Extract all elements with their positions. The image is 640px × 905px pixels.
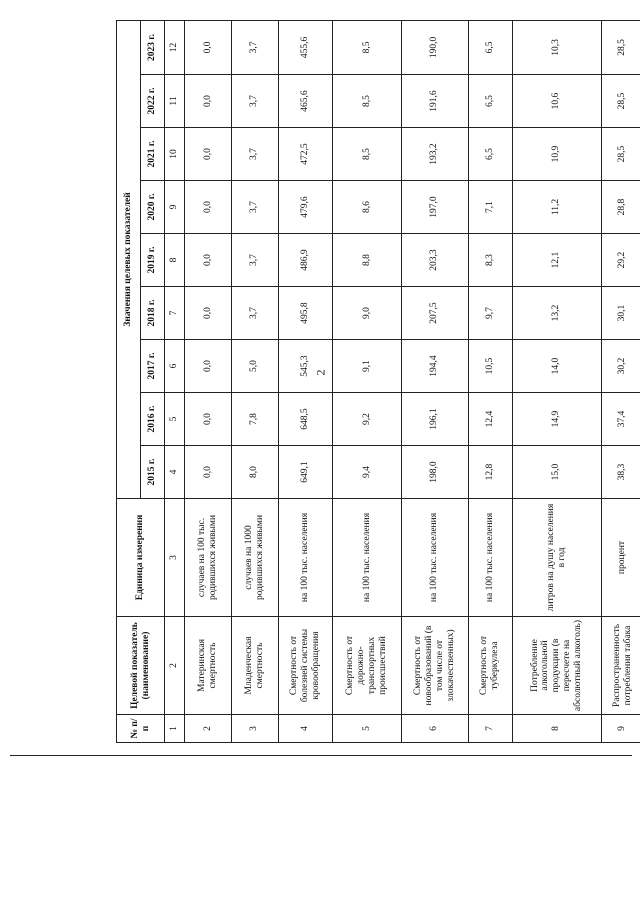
value-cell: 479,6	[278, 181, 332, 234]
unit-cell: на 100 тыс. населения	[333, 499, 402, 617]
unit-cell: случаев на 100 тыс. родившихся живыми	[185, 499, 232, 617]
header-year: 2015 г.	[141, 446, 165, 499]
row-num: 9	[602, 715, 640, 743]
value-cell: 28,8	[602, 181, 640, 234]
value-cell: 207,5	[401, 287, 468, 340]
value-cell: 37,4	[602, 393, 640, 446]
value-cell: 10,5	[468, 340, 512, 393]
unit-cell: процент	[602, 499, 640, 617]
value-cell: 9,1	[333, 340, 402, 393]
header-year: 2019 г.	[141, 234, 165, 287]
row-num: 4	[278, 715, 332, 743]
value-cell: 8,5	[333, 20, 402, 74]
value-cell: 38,3	[602, 446, 640, 499]
value-cell: 3,7	[231, 287, 278, 340]
value-cell: 10,6	[512, 75, 602, 128]
value-cell: 29,2	[602, 234, 640, 287]
value-cell: 8,3	[468, 234, 512, 287]
value-cell: 0,0	[185, 287, 232, 340]
value-cell: 8,6	[333, 181, 402, 234]
table-row	[231, 20, 278, 742]
value-cell: 3,7	[231, 128, 278, 181]
rotated-table-container	[116, 21, 640, 743]
value-cell: 3,7	[231, 181, 278, 234]
value-cell: 9,2	[333, 393, 402, 446]
header-indicator: Целевой показатель (наименование)	[117, 617, 165, 715]
table-row	[185, 20, 232, 742]
value-cell: 12,8	[468, 446, 512, 499]
value-cell: 197,0	[401, 181, 468, 234]
unit-cell: на 100 тыс. населения	[278, 499, 332, 617]
unit-cell: литров на душу населения в год	[512, 499, 602, 617]
index-cell: 1	[165, 715, 185, 743]
index-cell: 7	[165, 287, 185, 340]
value-cell: 3,7	[231, 234, 278, 287]
table-body	[185, 20, 640, 742]
value-cell: 10,3	[512, 20, 602, 74]
table-row	[468, 20, 512, 742]
row-num: 5	[333, 715, 402, 743]
value-cell: 6,5	[468, 128, 512, 181]
index-cell: 11	[165, 75, 185, 128]
index-cell: 4	[165, 446, 185, 499]
value-cell: 11,2	[512, 181, 602, 234]
indicator-name: Материнская смертность	[185, 617, 232, 715]
value-cell: 12,1	[512, 234, 602, 287]
indicator-name: Смертность от дорожно-транспортных происшествий	[333, 617, 402, 715]
value-cell: 495,8	[278, 287, 332, 340]
header-year: 2020 г.	[141, 181, 165, 234]
value-cell: 198,0	[401, 446, 468, 499]
indicator-name: Смертность от туберкулеза	[468, 617, 512, 715]
indicator-name: Потребление алкогольной продукции (в пересчете на абсолютный алкоголь)	[512, 617, 602, 715]
value-cell: 3,7	[231, 20, 278, 74]
value-cell: 28,5	[602, 128, 640, 181]
value-cell: 8,8	[333, 234, 402, 287]
value-cell: 0,0	[185, 20, 232, 74]
value-cell: 5,0	[231, 340, 278, 393]
value-cell: 196,1	[401, 393, 468, 446]
value-cell: 12,4	[468, 393, 512, 446]
value-cell: 7,1	[468, 181, 512, 234]
value-cell: 15,0	[512, 446, 602, 499]
row-num: 2	[185, 715, 232, 743]
value-cell: 7,8	[231, 393, 278, 446]
value-cell: 9,4	[333, 446, 402, 499]
value-cell: 9,7	[468, 287, 512, 340]
value-cell: 191,6	[401, 75, 468, 128]
indicator-name: Смертность от болезней системы кровообращения	[278, 617, 332, 715]
value-cell: 28,5	[602, 75, 640, 128]
index-cell: 2	[165, 617, 185, 715]
horizontal-rule	[10, 755, 632, 756]
table-row	[278, 20, 332, 742]
value-cell: 648,5	[278, 393, 332, 446]
header-year: 2021 г.	[141, 128, 165, 181]
value-cell: 190,0	[401, 20, 468, 74]
row-num: 6	[401, 715, 468, 743]
index-cell: 3	[165, 499, 185, 617]
value-cell: 6,5	[468, 20, 512, 74]
unit-cell: на 100 тыс. населения	[468, 499, 512, 617]
value-cell: 0,0	[185, 340, 232, 393]
index-cell: 12	[165, 20, 185, 74]
value-cell: 455,6	[278, 20, 332, 74]
indicator-name: Смертность от новообразований (в том числе от злокачественных)	[401, 617, 468, 715]
value-cell: 194,4	[401, 340, 468, 393]
table-row	[333, 20, 402, 742]
value-cell: 8,0	[231, 446, 278, 499]
value-cell: 0,0	[185, 181, 232, 234]
value-cell: 10,9	[512, 128, 602, 181]
target-indicators-table	[116, 20, 640, 743]
unit-cell: на 100 тыс. населения	[401, 499, 468, 617]
header-year: 2018 г.	[141, 287, 165, 340]
header-values-group: Значения целевых показателей	[117, 20, 141, 498]
header-year: 2022 г.	[141, 75, 165, 128]
indicator-name: Младенческая смертность	[231, 617, 278, 715]
header-year: 2016 г.	[141, 393, 165, 446]
value-cell: 8,5	[333, 128, 402, 181]
unit-cell: случаев на 1000 родившихся живыми	[231, 499, 278, 617]
header-year: 2023 г.	[141, 20, 165, 74]
value-cell: 486,9	[278, 234, 332, 287]
row-num: 8	[512, 715, 602, 743]
value-cell: 0,0	[185, 393, 232, 446]
value-cell: 472,5	[278, 128, 332, 181]
header-unit: Единица измерения	[117, 499, 165, 617]
header-num: № п/п	[117, 715, 165, 743]
row-num: 3	[231, 715, 278, 743]
value-cell: 649,1	[278, 446, 332, 499]
value-cell: 0,0	[185, 75, 232, 128]
table-row	[512, 20, 602, 742]
index-cell: 9	[165, 181, 185, 234]
table-row	[602, 20, 640, 742]
index-cell: 5	[165, 393, 185, 446]
value-cell: 0,0	[185, 128, 232, 181]
index-cell: 10	[165, 128, 185, 181]
value-cell: 545,3	[278, 340, 332, 393]
value-cell: 14,9	[512, 393, 602, 446]
index-cell: 6	[165, 340, 185, 393]
table-row	[401, 20, 468, 742]
value-cell: 13,2	[512, 287, 602, 340]
value-cell: 465,6	[278, 75, 332, 128]
value-cell: 30,2	[602, 340, 640, 393]
value-cell: 8,5	[333, 75, 402, 128]
header-year: 2017 г.	[141, 340, 165, 393]
value-cell: 203,3	[401, 234, 468, 287]
value-cell: 0,0	[185, 234, 232, 287]
value-cell: 14,0	[512, 340, 602, 393]
value-cell: 28,5	[602, 20, 640, 74]
value-cell: 6,5	[468, 75, 512, 128]
value-cell: 30,1	[602, 287, 640, 340]
value-cell: 3,7	[231, 75, 278, 128]
indicator-name: Распространенность потребления табака	[602, 617, 640, 715]
index-cell: 8	[165, 234, 185, 287]
value-cell: 0,0	[185, 446, 232, 499]
value-cell: 9,0	[333, 287, 402, 340]
page-number: 2	[313, 369, 328, 376]
value-cell: 193,2	[401, 128, 468, 181]
row-num: 7	[468, 715, 512, 743]
